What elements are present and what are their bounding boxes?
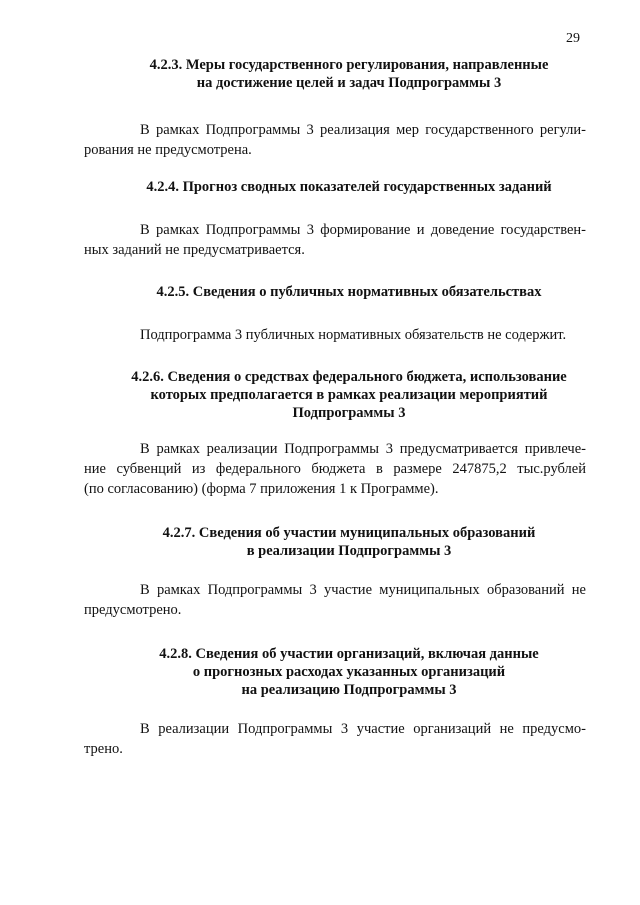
heading-line: на реализацию Подпрограммы 3 [241, 682, 457, 698]
paragraph-line: предусмотрено. [84, 602, 182, 618]
heading-line: о прогнозных расходах указанных организаций [192, 664, 506, 680]
paragraph-line: В рамках Подпрограммы 3 формирование и доведение государствен- [140, 222, 586, 238]
heading-line: 4.2.4. Прогноз сводных показателей государственных заданий [146, 179, 552, 195]
section-heading [112, 283, 586, 301]
section-paragraph [112, 325, 586, 345]
heading-line: 4.2.7. Сведения об участии муниципальных образований [162, 525, 536, 541]
heading-line: 4.2.3. Меры государственного регулирования, направленные [149, 57, 549, 73]
heading-line: на достижение целей и задач Подпрограммы 3 [196, 75, 502, 91]
paragraph-line: В рамках реализации Подпрограммы 3 предусматривается привлече- [140, 441, 586, 457]
heading-line: 4.2.5. Сведения о публичных нормативных обязательствах [156, 284, 542, 300]
paragraph-line: рования не предусмотрена. [84, 142, 252, 158]
paragraph-line: В рамках Подпрограммы 3 участие муниципальных образований не [140, 582, 586, 598]
heading-line: в реализации Подпрограммы 3 [246, 543, 452, 559]
section-4-2-8 [84, 645, 586, 759]
section-paragraph [84, 120, 586, 160]
section-4-2-6 [84, 368, 586, 499]
section-paragraph [84, 580, 586, 620]
paragraph-line: В реализации Подпрограммы 3 участие организаций не предусмо- [140, 721, 586, 737]
paragraph-line: Подпрограмма 3 публичных нормативных обязательств не содержит. [140, 327, 567, 343]
section-paragraph [84, 220, 586, 260]
section-paragraph [84, 719, 586, 759]
section-heading [112, 178, 586, 196]
heading-line: 4.2.6. Сведения о средствах федерального бюджета, использование [131, 369, 567, 385]
section-heading [112, 368, 586, 422]
section-heading [112, 524, 586, 560]
heading-line: 4.2.8. Сведения об участии организаций, включая данные [159, 646, 539, 662]
paragraph-line: (по согласованию) (форма 7 приложения 1 к Программе). [84, 481, 439, 497]
section-4-2-3 [84, 56, 586, 160]
section-heading [112, 645, 586, 699]
section-paragraph [84, 439, 586, 499]
paragraph-line: ние субвенций из федерального бюджета в размере 247875,2 тыс.рублей [84, 461, 586, 477]
heading-line: Подпрограммы 3 [292, 405, 406, 421]
section-4-2-4 [84, 178, 586, 260]
section-4-2-5 [112, 283, 586, 345]
paragraph-line: трено. [84, 741, 123, 757]
page-number: 29 [566, 31, 580, 46]
heading-line: которых предполагается в рамках реализации мероприятий [150, 387, 548, 403]
section-heading [112, 56, 586, 92]
paragraph-line: ных заданий не предусматривается. [84, 242, 305, 258]
section-4-2-7 [84, 524, 586, 620]
paragraph-line: В рамках Подпрограммы 3 реализация мер государственного регули- [140, 122, 586, 138]
